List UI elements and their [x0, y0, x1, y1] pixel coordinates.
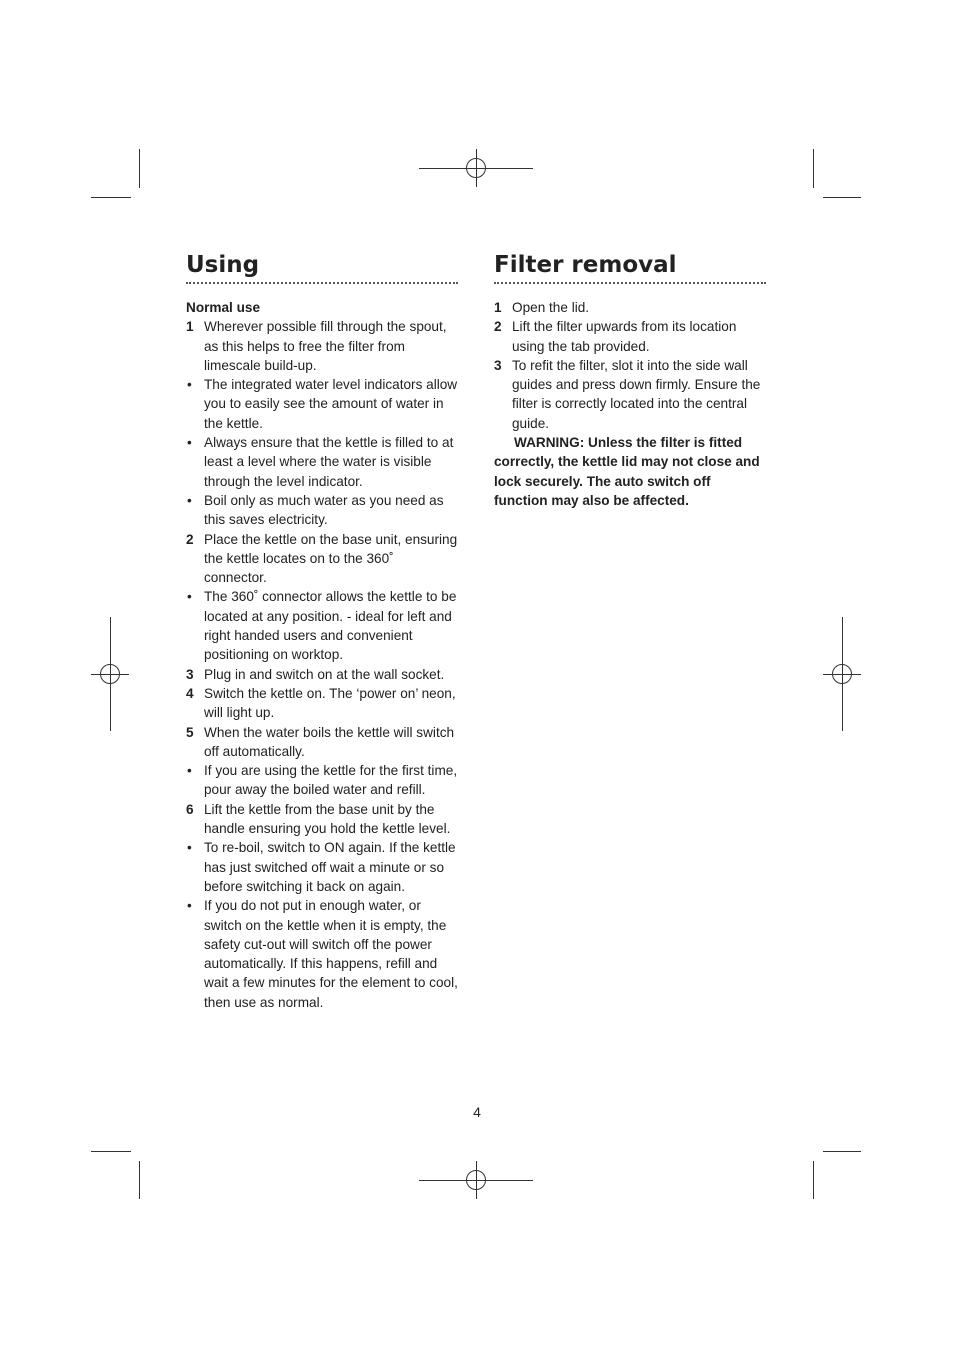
- list-item-text: Boil only as much water as you need as this saves electricity.: [204, 492, 444, 528]
- list-item: [186, 838, 458, 896]
- list-item-marker: 6: [186, 801, 194, 817]
- list-item: [186, 761, 458, 800]
- crop-mark: [823, 1151, 861, 1152]
- registration-mark-top: [457, 149, 495, 187]
- list-item: [186, 317, 458, 375]
- crop-mark: [91, 197, 131, 198]
- list-item: [186, 665, 458, 684]
- list-item-text: The 360˚ connector allows the kettle to be located at any position. - ideal for left and right handed users and convenient positioning on worktop.: [204, 589, 457, 663]
- list-item-text: Wherever possible fill through the spout, as this helps to free the filter from limescale build-up.: [204, 319, 447, 373]
- crop-mark: [91, 1151, 131, 1152]
- list-item: [186, 896, 458, 1012]
- list-item-marker: •: [187, 898, 192, 914]
- filter-removal-section: [494, 250, 766, 510]
- list-item-text: If you are using the kettle for the first time, pour away the boiled water and refill.: [204, 763, 458, 798]
- list-item-marker: •: [187, 840, 192, 856]
- normal-use-subheading: Normal use: [186, 300, 261, 315]
- list-item-text: When the water boils the kettle will switch off automatically.: [204, 724, 455, 759]
- page-number: 4: [473, 1104, 481, 1120]
- list-item: [186, 723, 458, 762]
- filter-removal-list: [494, 298, 766, 433]
- list-item-text: The integrated water level indicators allow you to easily see the amount of water in the kettle.: [204, 377, 458, 431]
- list-item: [494, 356, 766, 433]
- list-item-marker: 1: [186, 319, 194, 335]
- list-item-marker: 3: [494, 357, 502, 373]
- crop-mark: [823, 197, 861, 198]
- list-item-marker: •: [187, 589, 192, 605]
- list-item-text: Lift the kettle from the base unit by the handle ensuring you hold the kettle level.: [204, 801, 451, 837]
- list-item-marker: 5: [186, 724, 194, 740]
- list-item-marker: •: [187, 492, 192, 508]
- registration-mark-bottom: [457, 1161, 495, 1199]
- crop-mark: [139, 1161, 140, 1199]
- list-item-text: Place the kettle on the base unit, ensuring the kettle locates on to the 360˚ connector.: [204, 531, 458, 586]
- list-item-marker: •: [187, 377, 192, 393]
- list-item: [186, 684, 458, 723]
- list-item-text: Open the lid.: [512, 300, 590, 315]
- list-item: [186, 491, 458, 530]
- crop-mark: [139, 149, 140, 188]
- list-item-text: If you do not put in enough water, or switch on the kettle when it is empty, the safety cut-out will switch off the power automatically. If this happens, refill and wait a few minutes for the element to cool, then use as normal.: [204, 898, 458, 1010]
- crop-mark: [813, 1161, 814, 1199]
- list-item-marker: 3: [186, 666, 194, 682]
- using-heading: Using: [186, 250, 458, 284]
- list-item: [186, 530, 458, 588]
- list-item-text: Always ensure that the kettle is filled to at least a level where the water is visible through the level indicator.: [204, 435, 454, 489]
- list-item-marker: 4: [186, 685, 194, 701]
- list-item-marker: 2: [186, 531, 194, 547]
- list-item-text: Lift the filter upwards from its location using the tab provided.: [512, 319, 737, 354]
- list-item-text: Switch the kettle on. The ‘power on’ neon, will light up.: [204, 685, 456, 721]
- list-item: [186, 587, 458, 664]
- list-item: [186, 433, 458, 491]
- list-item-text: To refit the filter, slot it into the side wall guides and press down firmly. Ensure the filter is correctly located into the central guide.: [512, 357, 761, 431]
- using-section: [186, 250, 458, 1012]
- using-list: [186, 317, 458, 1012]
- list-item: [494, 317, 766, 356]
- list-item-text: Plug in and switch on at the wall socket.: [204, 666, 445, 682]
- list-item: [494, 298, 766, 317]
- list-item: [186, 800, 458, 839]
- warning-text: WARNING: Unless the filter is fitted correctly, the kettle lid may not close and lock securely. The auto switch off function may also be affected.: [494, 435, 760, 508]
- list-item-marker: •: [187, 435, 192, 451]
- list-item-marker: 2: [494, 319, 502, 335]
- list-item-marker: 1: [494, 300, 502, 315]
- list-item-marker: •: [187, 763, 192, 779]
- list-item-text: To re-boil, switch to ON again. If the kettle has just switched off wait a minute or so before switching it back on again.: [204, 840, 456, 894]
- registration-mark-left: [91, 655, 129, 693]
- registration-mark-right: [823, 655, 861, 693]
- filter-removal-heading: Filter removal: [494, 250, 766, 284]
- list-item: [186, 375, 458, 433]
- crop-mark: [813, 149, 814, 188]
